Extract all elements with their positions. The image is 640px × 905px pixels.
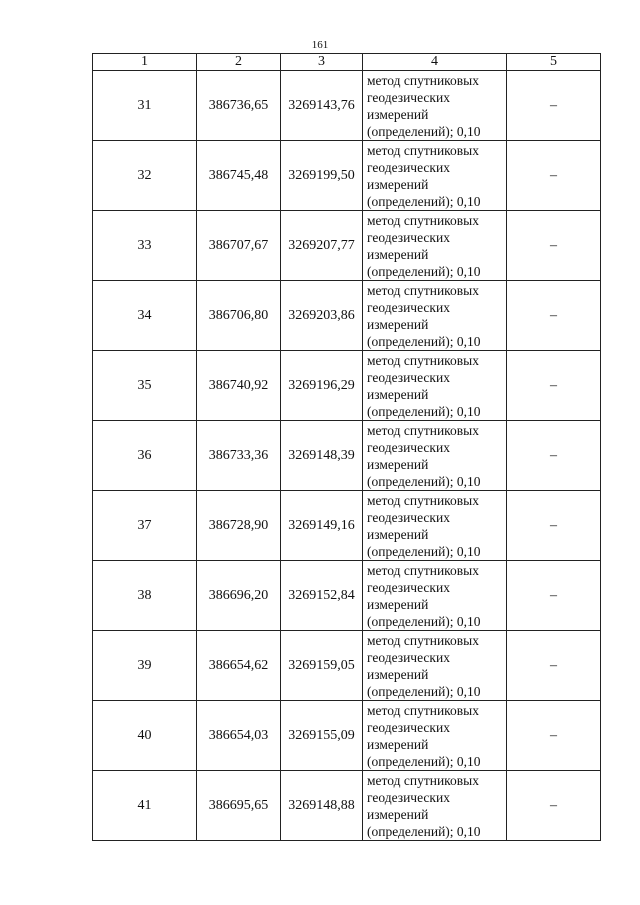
y-coordinate-cell: 3269159,05	[281, 631, 363, 701]
x-coordinate-cell: 386696,20	[197, 561, 281, 631]
method-cell	[363, 71, 507, 141]
method-cell	[363, 421, 507, 491]
x-coordinate-cell: 386745,48	[197, 141, 281, 211]
method-cell	[363, 701, 507, 771]
point-number-cell: 39	[93, 631, 197, 701]
point-number-cell: 33	[93, 211, 197, 281]
method-cell	[363, 491, 507, 561]
x-coordinate-cell: 386695,65	[197, 771, 281, 841]
y-coordinate-cell: 3269207,77	[281, 211, 363, 281]
column-header-3: 3	[281, 54, 363, 71]
method-text-line: метод спутниковых	[367, 142, 479, 158]
y-coordinate-cell: 3269148,88	[281, 771, 363, 841]
method-text-line: измерений	[367, 176, 429, 192]
note-cell: –	[507, 561, 601, 631]
x-coordinate-cell: 386728,90	[197, 491, 281, 561]
y-coordinate-cell: 3269143,76	[281, 71, 363, 141]
column-header-1: 1	[93, 54, 197, 71]
point-number-cell: 36	[93, 421, 197, 491]
method-text-line: измерений	[367, 316, 429, 332]
method-text-line: (определений); 0,10	[367, 543, 481, 559]
table-row	[93, 141, 601, 211]
x-coordinate-cell: 386706,80	[197, 281, 281, 351]
method-text-line: метод спутниковых	[367, 772, 479, 788]
method-text-line: измерений	[367, 106, 429, 122]
method-cell	[363, 631, 507, 701]
column-header-2: 2	[197, 54, 281, 71]
method-text-line: метод спутниковых	[367, 212, 479, 228]
method-text-line: (определений); 0,10	[367, 683, 481, 699]
table-row	[93, 71, 601, 141]
y-coordinate-cell: 3269199,50	[281, 141, 363, 211]
note-cell: –	[507, 211, 601, 281]
table-row	[93, 421, 601, 491]
note-cell: –	[507, 631, 601, 701]
method-text-line: геодезических	[367, 299, 450, 315]
method-text-line: геодезических	[367, 439, 450, 455]
method-text-line: (определений); 0,10	[367, 263, 481, 279]
method-cell	[363, 211, 507, 281]
method-text-line: измерений	[367, 456, 429, 472]
method-text-line: метод спутниковых	[367, 562, 479, 578]
point-number-cell: 37	[93, 491, 197, 561]
method-text-line: (определений); 0,10	[367, 473, 481, 489]
method-text-line: метод спутниковых	[367, 632, 479, 648]
y-coordinate-cell: 3269148,39	[281, 421, 363, 491]
method-text-line: (определений); 0,10	[367, 823, 481, 839]
x-coordinate-cell: 386733,36	[197, 421, 281, 491]
column-header-4: 4	[363, 54, 507, 71]
y-coordinate-cell: 3269152,84	[281, 561, 363, 631]
method-text-line: геодезических	[367, 159, 450, 175]
method-text-line: метод спутниковых	[367, 72, 479, 88]
table-row	[93, 701, 601, 771]
method-text-line: геодезических	[367, 719, 450, 735]
method-text-line: метод спутниковых	[367, 492, 479, 508]
point-number-cell: 40	[93, 701, 197, 771]
table-row	[93, 771, 601, 841]
method-text-line: геодезических	[367, 229, 450, 245]
method-text-line: геодезических	[367, 649, 450, 665]
method-text-line: измерений	[367, 386, 429, 402]
note-cell: –	[507, 491, 601, 561]
table-row	[93, 351, 601, 421]
y-coordinate-cell: 3269196,29	[281, 351, 363, 421]
method-text-line: геодезических	[367, 89, 450, 105]
method-text-line: (определений); 0,10	[367, 333, 481, 349]
method-text-line: метод спутниковых	[367, 352, 479, 368]
method-text-line: измерений	[367, 666, 429, 682]
method-cell	[363, 141, 507, 211]
note-cell: –	[507, 141, 601, 211]
note-cell: –	[507, 71, 601, 141]
method-text-line: измерений	[367, 736, 429, 752]
table-row	[93, 281, 601, 351]
column-header-5: 5	[507, 54, 601, 71]
method-cell	[363, 771, 507, 841]
point-number-cell: 34	[93, 281, 197, 351]
method-text-line: геодезических	[367, 579, 450, 595]
coordinates-table	[92, 53, 601, 841]
method-text-line: метод спутниковых	[367, 702, 479, 718]
note-cell: –	[507, 351, 601, 421]
page-number: 161	[311, 39, 329, 51]
note-cell: –	[507, 701, 601, 771]
method-cell	[363, 351, 507, 421]
method-text-line: (определений); 0,10	[367, 613, 481, 629]
table-row	[93, 631, 601, 701]
method-text-line: геодезических	[367, 369, 450, 385]
method-cell	[363, 561, 507, 631]
note-cell: –	[507, 421, 601, 491]
y-coordinate-cell: 3269203,86	[281, 281, 363, 351]
table-row	[93, 561, 601, 631]
method-text-line: геодезических	[367, 509, 450, 525]
method-text-line: метод спутниковых	[367, 282, 479, 298]
table-header-row	[93, 54, 601, 71]
note-cell: –	[507, 281, 601, 351]
x-coordinate-cell: 386707,67	[197, 211, 281, 281]
point-number-cell: 32	[93, 141, 197, 211]
point-number-cell: 41	[93, 771, 197, 841]
point-number-cell: 35	[93, 351, 197, 421]
method-text-line: (определений); 0,10	[367, 753, 481, 769]
y-coordinate-cell: 3269155,09	[281, 701, 363, 771]
method-text-line: (определений); 0,10	[367, 123, 481, 139]
table-body	[93, 71, 601, 841]
x-coordinate-cell: 386654,03	[197, 701, 281, 771]
method-text-line: измерений	[367, 246, 429, 262]
x-coordinate-cell: 386740,92	[197, 351, 281, 421]
note-cell: –	[507, 771, 601, 841]
x-coordinate-cell: 386654,62	[197, 631, 281, 701]
method-text-line: измерений	[367, 596, 429, 612]
method-text-line: (определений); 0,10	[367, 193, 481, 209]
point-number-cell: 31	[93, 71, 197, 141]
method-text-line: метод спутниковых	[367, 422, 479, 438]
method-text-line: геодезических	[367, 789, 450, 805]
method-text-line: измерений	[367, 806, 429, 822]
method-cell	[363, 281, 507, 351]
method-text-line: измерений	[367, 526, 429, 542]
x-coordinate-cell: 386736,65	[197, 71, 281, 141]
table-row	[93, 491, 601, 561]
y-coordinate-cell: 3269149,16	[281, 491, 363, 561]
method-text-line: (определений); 0,10	[367, 403, 481, 419]
table-row	[93, 211, 601, 281]
point-number-cell: 38	[93, 561, 197, 631]
